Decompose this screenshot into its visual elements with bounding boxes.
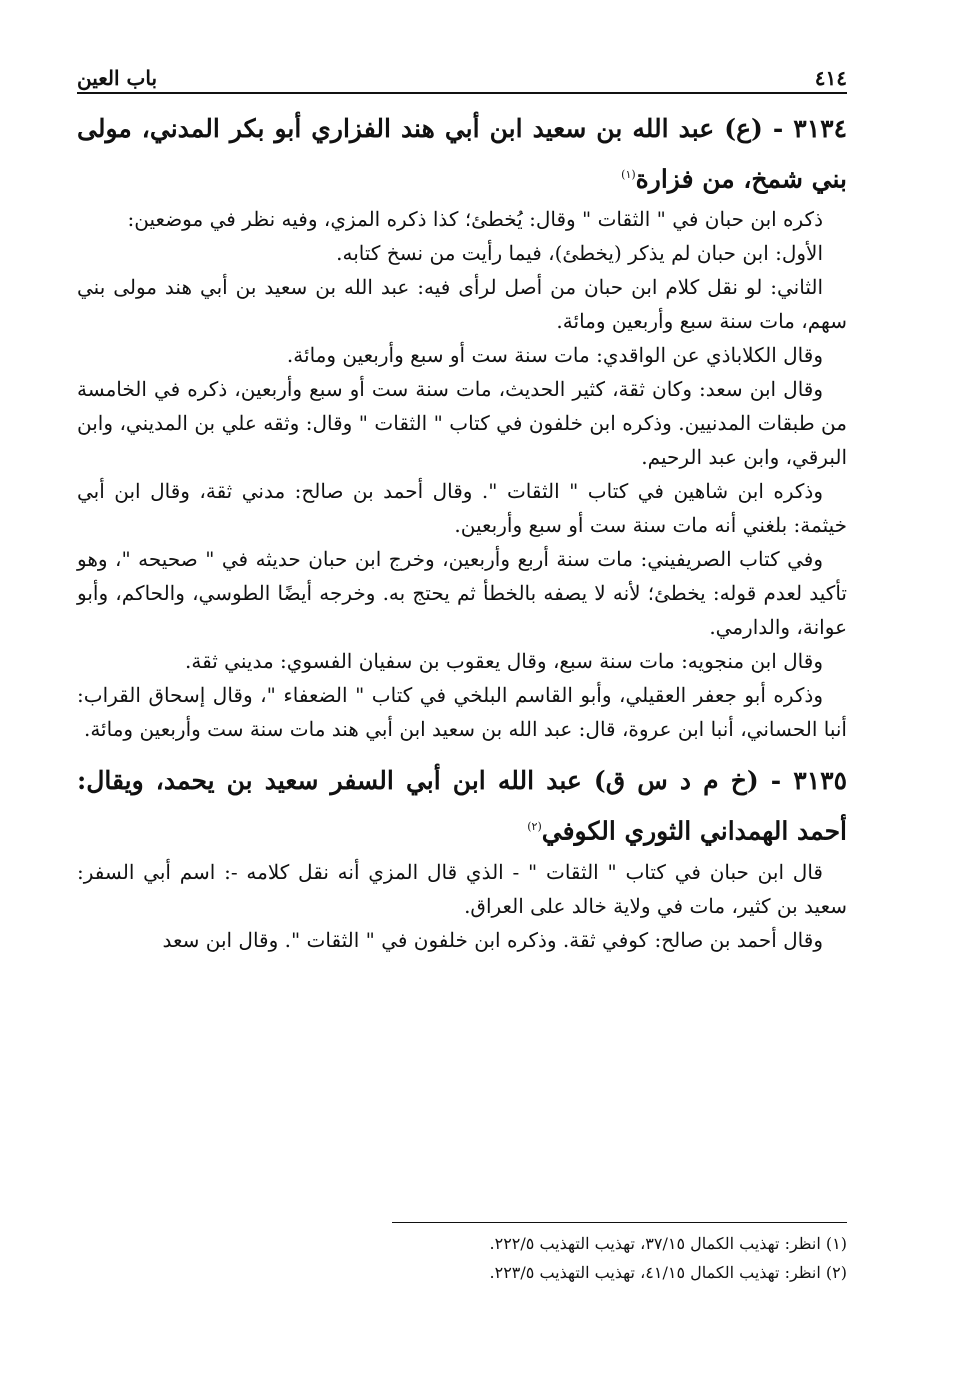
entry-title: ٣١٣٥ - (خ م د س ق) عبد الله ابن أبي السفر سعيد بن يحمد، ويقال: أحمد الهمداني الثوري الكوفي$^{(٢)}$ [77, 766, 847, 846]
page-number: ٤١٤ [814, 66, 847, 90]
footnote-divider [392, 1222, 847, 1223]
paragraph: وذكره أبو جعفر العقيلي، وأبو القاسم البلخي في كتاب " الضعفاء "، وقال إسحاق القراب: أنبا الحساني، أنبا ابن عروة، قال: عبد الله بن سعيد ابن أبي هند مات سنة ست وأربعين ومائة. [77, 683, 847, 742]
paragraph: وقال ابن سعد: وكان ثقة، كثير الحديث، مات سنة ست أو سبع وأربعين، ذكره في الخامسة من طبقات المدنيين. وذكره ابن خلفون في كتاب " الثقات " وقال: وثقه علي بن المديني، وابن البرقي، وابن عبد الرحيم. [77, 377, 847, 470]
paragraph: وذكره ابن شاهين في كتاب " الثقات ". وقال أحمد بن صالح: مدني ثقة، وقال ابن أبي خيثمة: بلغني أنه مات سنة ست أو سبع وأربعين. [77, 479, 847, 538]
footnotes [77, 1222, 847, 1287]
paragraph: قال ابن حبان في كتاب " الثقات " - الذي قال المزي أنه نقل كلامه -: اسم أبي السفر: سعيد بن كثير، مات في ولاية خالد على العراق. [77, 859, 847, 918]
page-header [77, 52, 847, 94]
footnote: (١) انظر: تهذيب الكمال ٣٧/١٥، تهذيب التهذيب ٢٢٢/٥. [489, 1234, 847, 1253]
footnote-ref: (١) [621, 168, 636, 181]
paragraph: الأول: ابن حبان لم يذكر (يخطئ)، فيما رأيت من نسخ كتابه. [336, 241, 823, 266]
paragraph: وقال أحمد بن صالح: كوفي ثقة. وذكره ابن خلفون في " الثقات ". وقال ابن سعد [162, 927, 823, 952]
footnote-ref: (٢) [527, 820, 542, 834]
paragraph: وقال ابن منجويه: مات سنة سبع، وقال يعقوب بن سفيان الفسوي: مديني ثقة. [185, 649, 823, 674]
chapter-title: باب العين [77, 66, 158, 90]
entry-3134 [77, 106, 847, 746]
book-page [77, 52, 847, 957]
paragraph: وفي كتاب الصريفيني: مات سنة أربع وأربعين، وخرج ابن حبان حديثه في " صحيحه "، وهو تأكيد لعدم قوله: يخطئ؛ لأنه لا يصفه بالخطأ ثم يحتج به. وخرجه أيضًا الطوسي، والحاكم، وأبو عوانة، والدارمي. [77, 547, 847, 640]
paragraph: الثاني: لو نقل كلام ابن حبان من أصل لرأى فيه: عبد الله بن سعيد بن أبي هند مولى بني سهم، مات سنة سبع وأربعين ومائة. [77, 275, 847, 334]
footnote: (٢) انظر: تهذيب الكمال ٤١/١٥، تهذيب التهذيب ٢٢٣/٥. [489, 1263, 847, 1282]
paragraph: وقال الكلاباذي عن الواقدي: مات سنة ست أو سبع وأربعين ومائة. [286, 343, 823, 368]
entry-3135 [77, 758, 847, 956]
paragraph: ذكره ابن حبان في " الثقات " وقال: يُخطئ؛ كذا ذكره المزي، وفيه نظر في موضعين: [127, 207, 823, 232]
entry-title: ٣١٣٤ - (ع) عبد الله بن سعيد ابن أبي هند الفزاري أبو بكر المدني، مولى بني شمخ، من فزارة$^{(١)}$ [77, 114, 847, 194]
